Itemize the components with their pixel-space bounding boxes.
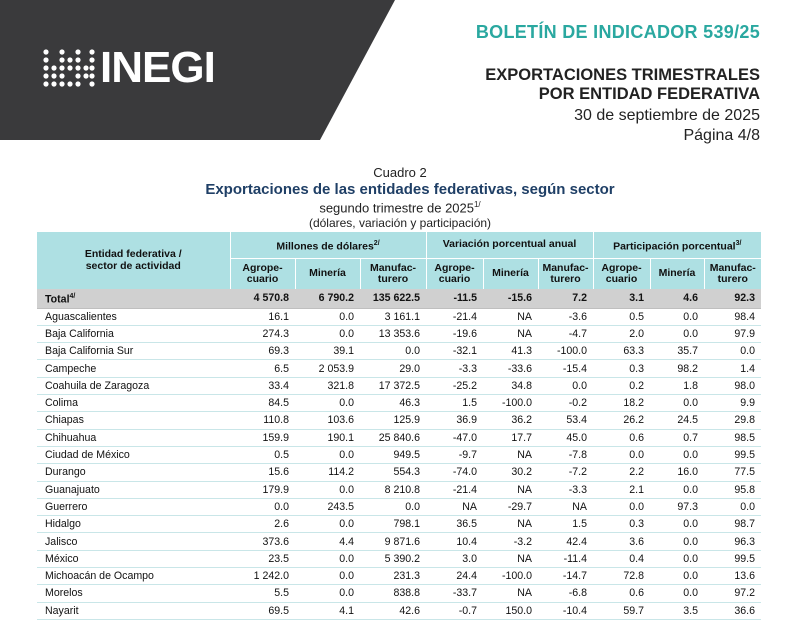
table-cell: 798.1: [360, 516, 426, 533]
table-cell: 34.8: [483, 377, 538, 394]
entity-name: Coahuila de Zaragoza: [37, 377, 230, 394]
table-cell: -14.7: [538, 567, 593, 584]
title-line-2: POR ENTIDAD FEDERATIVA: [538, 85, 760, 103]
table-cell: 135 622.5: [360, 289, 426, 308]
table-row: [37, 567, 761, 584]
table-cell: 0.0: [295, 516, 360, 533]
table-cell: 0.0: [295, 446, 360, 463]
table-units: (dólares, variación y participación): [308, 216, 492, 230]
table-cell: 2.2: [593, 464, 650, 481]
table-cell: 0.7: [650, 429, 704, 446]
table-cell: 5.5: [230, 585, 295, 602]
table-row: [37, 516, 761, 533]
entity-name: México: [37, 550, 230, 567]
logo-text: INEGI: [100, 43, 215, 92]
table-cell: 0.0: [593, 446, 650, 463]
period-footnote: 1/: [473, 200, 481, 209]
table-cell: -47.0: [426, 429, 483, 446]
table-cell: 96.3: [704, 533, 761, 550]
table-cell: 0.0: [650, 325, 704, 342]
table-cell: 1.4: [704, 360, 761, 377]
table-cell: 0.0: [650, 481, 704, 498]
table-cell: -21.4: [426, 481, 483, 498]
table-cell: 0.0: [650, 395, 704, 412]
sub-header-agro: Agrope- cuario: [426, 259, 483, 290]
table-cell: -10.4: [538, 602, 593, 619]
table-cell: -33.7: [426, 585, 483, 602]
table-cell: 98.4: [704, 308, 761, 325]
group-header-share: Participación porcentual$^{3/}$: [593, 232, 761, 259]
entity-name: Ciudad de México: [37, 446, 230, 463]
table-row: [37, 602, 761, 619]
table-row: [37, 464, 761, 481]
entity-name: Hidalgo: [37, 516, 230, 533]
table-cell: 15.6: [230, 464, 295, 481]
table-cell: 13 353.6: [360, 325, 426, 342]
table-cell: 0.0: [650, 550, 704, 567]
table-cell: -29.7: [483, 498, 538, 515]
table-cell: 150.0: [483, 602, 538, 619]
table-cell: 0.0: [230, 498, 295, 515]
table-cell: NA: [483, 585, 538, 602]
table-cell: 39.1: [295, 343, 360, 360]
table-cell: 2 053.9: [295, 360, 360, 377]
table-cell: 92.3: [704, 289, 761, 308]
table-cell: 5 390.2: [360, 550, 426, 567]
table-cell: 0.0: [704, 343, 761, 360]
table-cell: -19.6: [426, 325, 483, 342]
group-header-millions: Millones de dólares$^{2/}$: [230, 232, 426, 259]
sub-header-manufacturero: Manufac- turero: [360, 259, 426, 290]
table-row: [37, 446, 761, 463]
sub-header-mineria: Minería: [295, 259, 360, 290]
table-cell: 4.4: [295, 533, 360, 550]
table-row: [37, 585, 761, 602]
entity-name: Jalisco: [37, 533, 230, 550]
table-cell: 46.3: [360, 395, 426, 412]
table-cell: 59.7: [593, 602, 650, 619]
table-cell: -33.6: [483, 360, 538, 377]
table-cell: 95.8: [704, 481, 761, 498]
table-cell: 69.5: [230, 602, 295, 619]
entity-name: Baja California: [37, 325, 230, 342]
table-cell: 25 840.6: [360, 429, 426, 446]
row-header: [37, 232, 230, 289]
entity-name: Colima: [37, 395, 230, 412]
sub-header-mineria: Minería: [650, 259, 704, 290]
table-cell: 69.3: [230, 343, 295, 360]
title-line-1: EXPORTACIONES TRIMESTRALES: [485, 66, 760, 84]
entity-name: Morelos: [37, 585, 230, 602]
table-cell: 8 210.8: [360, 481, 426, 498]
table-cell: 42.6: [360, 602, 426, 619]
table-cell: 1.8: [650, 377, 704, 394]
table-cell: 2.1: [593, 481, 650, 498]
table-cell: 114.2: [295, 464, 360, 481]
table-cell: 0.0: [704, 498, 761, 515]
table-cell: -4.7: [538, 325, 593, 342]
table-cell: 0.4: [593, 550, 650, 567]
table-cell: 9 871.6: [360, 533, 426, 550]
table-cell: 6.5: [230, 360, 295, 377]
table-cell: -25.2: [426, 377, 483, 394]
table-title: Exportaciones de las entidades federativas, según sector: [205, 181, 615, 198]
exports-table: [37, 232, 761, 620]
sub-header-agro: Agrope- cuario: [230, 259, 295, 290]
table-cell: NA: [426, 498, 483, 515]
table-cell: 4.1: [295, 602, 360, 619]
table-cell: -7.2: [538, 464, 593, 481]
entity-name: Durango: [37, 464, 230, 481]
table-cell: NA: [483, 550, 538, 567]
table-cell: 103.6: [295, 412, 360, 429]
table-cell: 243.5: [295, 498, 360, 515]
table-cell: 179.9: [230, 481, 295, 498]
table-cell: -6.8: [538, 585, 593, 602]
table-cell: 125.9: [360, 412, 426, 429]
table-cell: 97.9: [704, 325, 761, 342]
entity-name: Michoacán de Ocampo: [37, 567, 230, 584]
table-cell: -0.2: [538, 395, 593, 412]
table-cell: 0.0: [295, 567, 360, 584]
table-cell: NA: [538, 498, 593, 515]
sub-header-manufacturero: Manufac- turero: [704, 259, 761, 290]
table-cell: 190.1: [295, 429, 360, 446]
table-cell: 0.0: [650, 446, 704, 463]
table-cell: 36.5: [426, 516, 483, 533]
table-cell: 36.9: [426, 412, 483, 429]
table-cell: 0.0: [538, 377, 593, 394]
table-cell: 1.5: [538, 516, 593, 533]
total-row: [37, 289, 761, 308]
table-cell: 98.2: [650, 360, 704, 377]
table-row: [37, 533, 761, 550]
table-cell: 4.6: [650, 289, 704, 308]
table-period: [0, 200, 800, 215]
table-cell: 29.0: [360, 360, 426, 377]
table-cell: 24.4: [426, 567, 483, 584]
table-body: [37, 289, 761, 619]
sub-header-mineria: Minería: [483, 259, 538, 290]
table-cell: 97.3: [650, 498, 704, 515]
publication-date: 30 de septiembre de 2025: [574, 107, 760, 124]
entity-name: Guerrero: [37, 498, 230, 515]
table-cell: -15.6: [483, 289, 538, 308]
table-cell: 554.3: [360, 464, 426, 481]
group-header-variation: Variación porcentual anual: [426, 232, 593, 259]
entity-name: Baja California Sur: [37, 343, 230, 360]
table-cell: -3.2: [483, 533, 538, 550]
sub-header-manufacturero: Manufac- turero: [538, 259, 593, 290]
period-text: segundo trimestre de 2025: [319, 200, 474, 216]
table-cell: 0.0: [295, 550, 360, 567]
table-row: [37, 498, 761, 515]
sub-header-agro: Agrope- cuario: [593, 259, 650, 290]
table-cell: 0.0: [295, 308, 360, 325]
table-cell: -3.6: [538, 308, 593, 325]
table-cell: 42.4: [538, 533, 593, 550]
table-cell: 2.6: [230, 516, 295, 533]
table-cell: 0.0: [650, 533, 704, 550]
table-cell: 13.6: [704, 567, 761, 584]
entity-name: Campeche: [37, 360, 230, 377]
table-cell: 35.7: [650, 343, 704, 360]
table-cell: 45.0: [538, 429, 593, 446]
table-cell: 36.2: [483, 412, 538, 429]
table-row: [37, 395, 761, 412]
table-cell: NA: [483, 516, 538, 533]
table-cell: 3.0: [426, 550, 483, 567]
table-cell: -3.3: [426, 360, 483, 377]
table-cell: 9.9: [704, 395, 761, 412]
table-cell: 26.2: [593, 412, 650, 429]
table-cell: 99.5: [704, 446, 761, 463]
table-cell: 2.0: [593, 325, 650, 342]
table-cell: 1.5: [426, 395, 483, 412]
table-cell: 0.2: [593, 377, 650, 394]
entity-name: Chihuahua: [37, 429, 230, 446]
table-cell: 4 570.8: [230, 289, 295, 308]
table-cell: -9.7: [426, 446, 483, 463]
row-header-line-2: sector de actividad: [85, 259, 181, 272]
table-cell: 33.4: [230, 377, 295, 394]
table-cell: 0.0: [650, 516, 704, 533]
table-cell: -15.4: [538, 360, 593, 377]
table-cell: 30.2: [483, 464, 538, 481]
table-cell: 17 372.5: [360, 377, 426, 394]
table-cell: 53.4: [538, 412, 593, 429]
table-cell: 0.0: [650, 308, 704, 325]
table-cell: NA: [483, 325, 538, 342]
table-cell: 36.6: [704, 602, 761, 619]
table-cell: 321.8: [295, 377, 360, 394]
entity-name: Guanajuato: [37, 481, 230, 498]
table-cell: 0.6: [593, 585, 650, 602]
table-cell: 97.2: [704, 585, 761, 602]
table-cell: 0.0: [295, 395, 360, 412]
entity-name: Aguascalientes: [37, 308, 230, 325]
table-number: Cuadro 2: [373, 165, 427, 180]
table-cell: 0.5: [230, 446, 295, 463]
table-cell: 98.0: [704, 377, 761, 394]
table-cell: -11.4: [538, 550, 593, 567]
table-cell: -32.1: [426, 343, 483, 360]
table-cell: 231.3: [360, 567, 426, 584]
table-cell: 0.0: [360, 343, 426, 360]
table-cell: 41.3: [483, 343, 538, 360]
table-cell: -0.7: [426, 602, 483, 619]
table-cell: 0.0: [295, 585, 360, 602]
table-row: [37, 429, 761, 446]
table-cell: NA: [483, 481, 538, 498]
table-cell: 10.4: [426, 533, 483, 550]
table-cell: -7.8: [538, 446, 593, 463]
table-cell: 16.1: [230, 308, 295, 325]
table-cell: NA: [483, 446, 538, 463]
table-cell: 0.0: [295, 325, 360, 342]
table-cell: 373.6: [230, 533, 295, 550]
table-cell: 17.7: [483, 429, 538, 446]
table-cell: 99.5: [704, 550, 761, 567]
table-cell: 18.2: [593, 395, 650, 412]
table-cell: 0.0: [650, 567, 704, 584]
inegi-logo: [42, 43, 215, 92]
table-row: [37, 325, 761, 342]
table-cell: 3 161.1: [360, 308, 426, 325]
table-cell: 24.5: [650, 412, 704, 429]
table-cell: 7.2: [538, 289, 593, 308]
table-cell: 274.3: [230, 325, 295, 342]
table-cell: 0.0: [360, 498, 426, 515]
row-header-line-1: Entidad federativa /: [84, 248, 182, 260]
table-cell: 0.0: [593, 498, 650, 515]
entity-name: Nayarit: [37, 602, 230, 619]
table-cell: 838.8: [360, 585, 426, 602]
table-cell: 72.8: [593, 567, 650, 584]
table-cell: 949.5: [360, 446, 426, 463]
table-cell: 1 242.0: [230, 567, 295, 584]
table-cell: -100.0: [483, 395, 538, 412]
table-cell: 29.8: [704, 412, 761, 429]
table-row: [37, 343, 761, 360]
table-cell: -3.3: [538, 481, 593, 498]
entity-name: Total$^{4/}$: [37, 289, 230, 308]
table-cell: 23.5: [230, 550, 295, 567]
table-cell: 3.1: [593, 289, 650, 308]
table-cell: 159.9: [230, 429, 295, 446]
table-cell: 98.7: [704, 516, 761, 533]
table-cell: NA: [483, 308, 538, 325]
table-cell: 98.5: [704, 429, 761, 446]
table-row: [37, 550, 761, 567]
table-cell: 0.0: [295, 481, 360, 498]
bulletin-number: BOLETÍN DE INDICADOR 539/25: [475, 22, 760, 42]
page-number: Página 4/8: [683, 127, 760, 144]
table-row: [37, 412, 761, 429]
table-cell: 0.3: [593, 516, 650, 533]
table-cell: -100.0: [483, 567, 538, 584]
table-cell: 3.5: [650, 602, 704, 619]
table-cell: -74.0: [426, 464, 483, 481]
table-cell: -11.5: [426, 289, 483, 308]
table-cell: 63.3: [593, 343, 650, 360]
table-cell: -100.0: [538, 343, 593, 360]
table-cell: 0.0: [650, 585, 704, 602]
table-cell: 0.3: [593, 360, 650, 377]
table-cell: 110.8: [230, 412, 295, 429]
entity-name: Chiapas: [37, 412, 230, 429]
table-cell: 84.5: [230, 395, 295, 412]
table-cell: 6 790.2: [295, 289, 360, 308]
table-cell: 0.5: [593, 308, 650, 325]
table-cell: 0.6: [593, 429, 650, 446]
document-title: [485, 66, 760, 104]
table-cell: 3.6: [593, 533, 650, 550]
table-cell: 16.0: [650, 464, 704, 481]
table-row: [37, 377, 761, 394]
table-cell: -21.4: [426, 308, 483, 325]
table-row: [37, 308, 761, 325]
table-row: [37, 360, 761, 377]
logo-dots-icon: [42, 48, 96, 88]
table-cell: 77.5: [704, 464, 761, 481]
table-row: [37, 481, 761, 498]
